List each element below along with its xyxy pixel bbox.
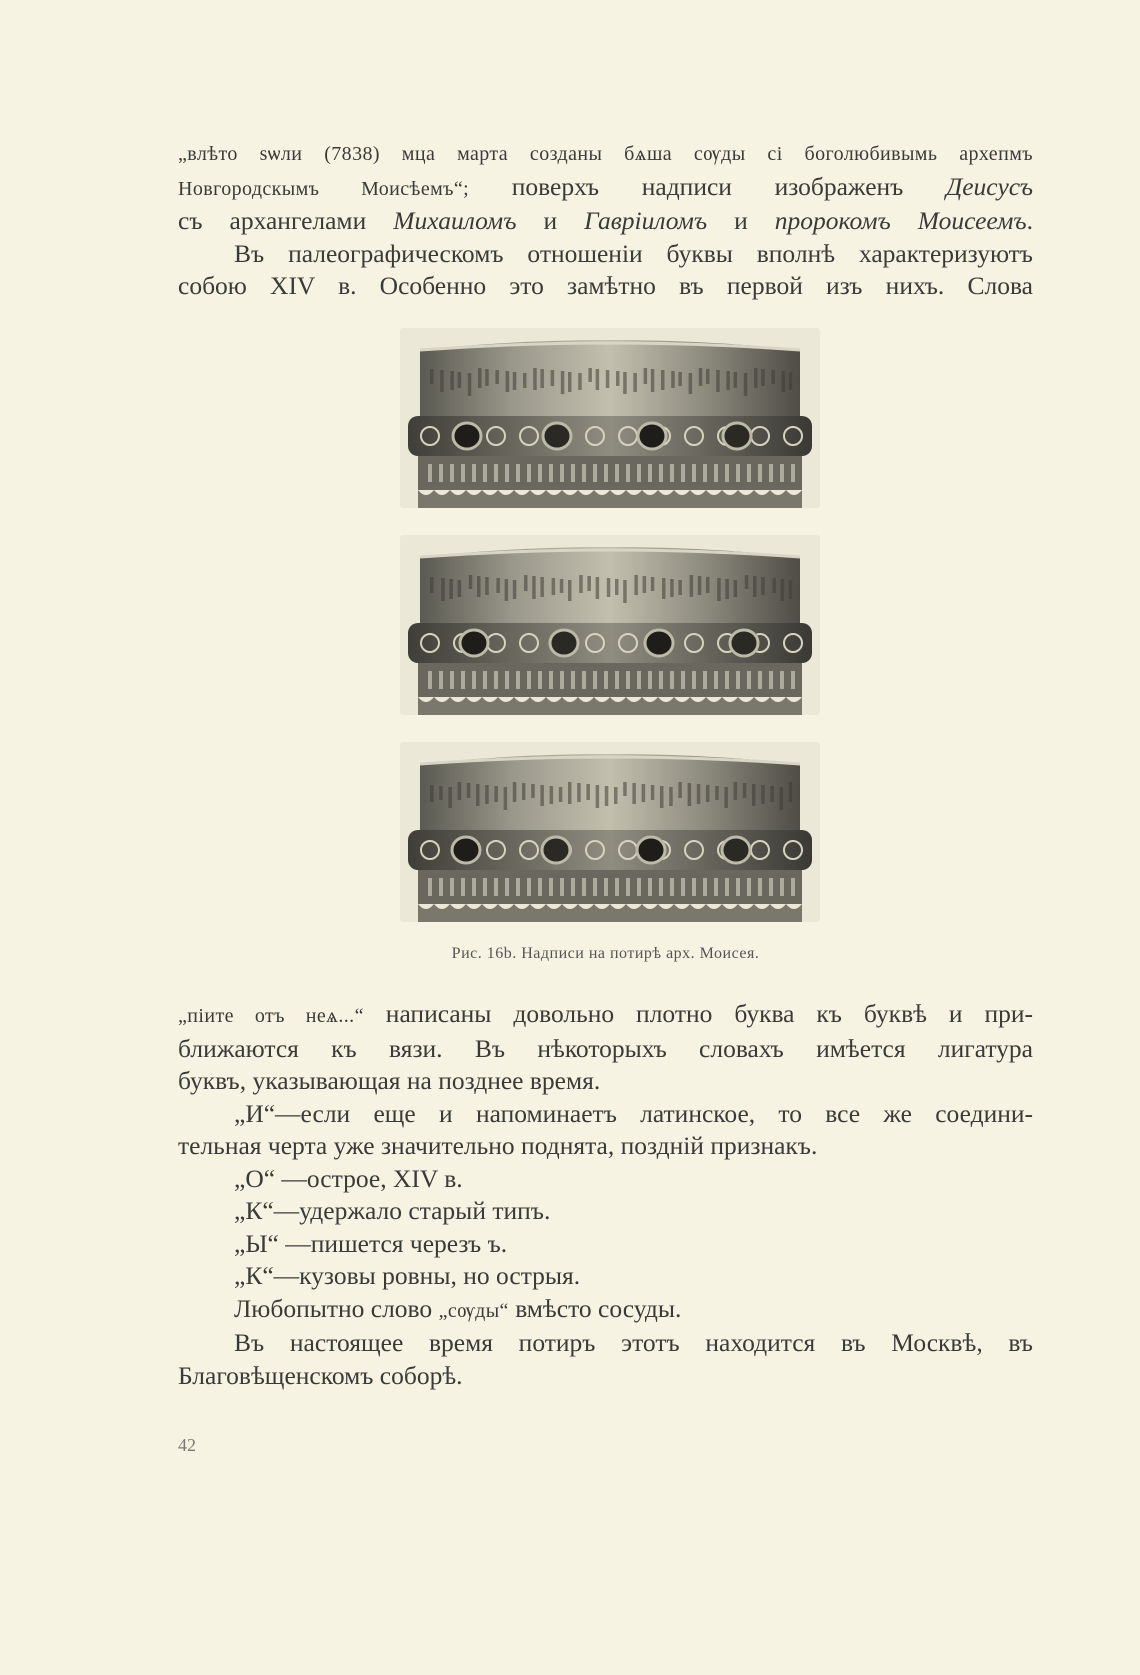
lower-inscription-mark [571,671,575,689]
lower-inscription-mark [615,878,619,896]
text-line-16 [178,1327,1033,1360]
engraved-letter-mark [513,372,517,390]
lower-inscription-mark [648,671,652,689]
lower-inscription-mark [439,671,443,689]
engraved-letter-mark [623,372,627,394]
lower-inscription-mark [593,671,597,689]
lower-inscription-mark [758,671,762,689]
lower-inscription-mark [461,464,465,482]
lower-inscription-mark [505,464,509,482]
engraved-letter-mark [586,784,590,800]
text-run: и [516,206,585,235]
lower-inscription-mark [494,878,498,896]
engraved-letter-mark [644,368,648,384]
engraved-letter-mark [579,575,583,593]
text-line-9 [178,1098,1033,1131]
slavonic-inscription: „влѣто ѕѡли (7838) мца марта созданы бѧша сѹды сі боголюбивымь архепмъ [178,143,1033,165]
lower-inscription-mark [516,671,520,689]
italic-term: Гавріиломъ [584,206,708,235]
engraved-letter-mark [726,371,730,390]
engraved-letter-mark [678,580,682,595]
lower-inscription-mark [769,671,773,689]
lower-inscription-mark [527,878,531,896]
lower-inscription-mark [780,671,784,689]
engraved-letter-mark [478,368,482,388]
engraved-letter-mark [496,578,500,593]
lower-inscription-mark [648,878,652,896]
engraved-letter-mark [623,782,627,796]
text-line-7 [178,1033,1033,1066]
lower-inscription-mark [736,671,740,689]
engraved-letter-mark [716,370,720,392]
gemstone [730,630,758,656]
lower-inscription-mark [615,671,619,689]
lower-inscription-mark [472,878,476,896]
lower-inscription-mark [527,464,531,482]
engraved-letter-mark [670,579,674,597]
lower-inscription-mark [725,464,729,482]
engraved-letter-mark [531,784,535,798]
engraved-letter-mark [485,369,489,386]
engraved-letter-mark [458,782,462,800]
engraved-letter-mark [789,580,793,599]
text-run: съ архангелами [178,206,394,235]
lower-inscription-mark [472,464,476,482]
engraved-letter-mark [660,786,664,808]
engraved-letter-mark [588,368,592,382]
gemstone [452,837,480,863]
engraved-letter-mark [607,578,611,597]
engraved-letter-mark [699,368,703,386]
engraved-letter-mark [634,575,638,595]
engraved-letter-mark [505,579,509,601]
lower-inscription-mark [780,878,784,896]
figure-caption: Рис. 16b. Надписи на потирѣ арх. Моисея. [451,945,760,962]
engraved-letter-mark [771,370,775,384]
text-run: Въ палеографическомъ отношеніи буквы вполнѣ характеризуютъ [234,238,1033,268]
engraved-letter-mark [761,369,765,386]
text-line-15 [178,1293,1033,1328]
text-run: Любопытно слово [234,1293,439,1323]
lower-inscription-mark [725,878,729,896]
lower-inscription-mark [560,671,564,689]
lower-inscription-mark [604,671,608,689]
lower-inscription-mark [516,464,520,482]
lower-inscription-mark [538,878,542,896]
engraved-letter-mark [780,787,784,810]
engraved-letter-mark [494,786,498,802]
chalice-photo-2 [400,535,820,715]
engraved-letter-mark [717,578,721,601]
engraved-letter-mark [560,579,564,593]
engraved-letter-mark [596,577,600,599]
engraved-letter-mark [561,371,565,394]
chalice-rim-image [400,328,820,508]
lower-inscription-mark [483,671,487,689]
text-run: „Ы“ —пишется черезъ ъ. [234,1228,508,1258]
text-line-2 [178,171,1033,206]
lower-inscription-mark [461,878,465,896]
page-number: 42 [178,1435,196,1455]
text-run: поверхъ надписи изображенъ [469,171,947,201]
lower-inscription-mark [428,464,432,482]
engraved-letter-mark [752,784,756,806]
engraved-letter-mark [540,369,544,388]
chalice-photo-3 [400,742,820,922]
lower-inscription-mark [692,671,696,689]
text-run: Благовѣщенскомъ соборѣ. [178,1360,463,1390]
engraved-letter-mark [724,787,728,808]
text-run: вмѣсто сосуды. [508,1293,682,1323]
lower-inscription-mark [747,878,751,896]
lower-inscription-mark [692,464,696,482]
bottom-paragraph [178,998,1033,1392]
lower-inscription-mark [428,878,432,896]
lower-inscription-mark [758,878,762,896]
engraved-letter-mark [552,578,556,595]
lower-inscription-mark [626,464,630,482]
gemstone [638,423,666,449]
text-line-13 [178,1228,1033,1261]
engraved-letter-mark [734,782,738,800]
lower-inscription-mark [769,878,773,896]
lower-inscription-mark [714,671,718,689]
lower-inscription-mark [637,878,641,896]
engraved-letter-mark [725,579,729,599]
chalice-photo-1 [400,328,820,508]
chalice-rim-image [400,742,820,922]
lower-inscription-mark [703,878,707,896]
lower-inscription-mark [714,878,718,896]
lower-inscription-mark [714,464,718,482]
engraved-letter-mark [458,580,462,597]
lower-inscription-mark [472,671,476,689]
engraved-letter-mark [551,370,555,386]
engraved-letter-mark [671,371,675,388]
gemstone [637,837,665,863]
lower-inscription-mark [670,671,674,689]
lower-inscription-mark [516,878,520,896]
lower-inscription-mark [483,464,487,482]
lower-inscription-mark [505,671,509,689]
gemstone [543,423,571,449]
lower-inscription-mark [747,671,751,689]
engraved-letter-mark [615,579,619,595]
engraved-letter-mark [568,782,572,804]
lower-inscription-mark [582,464,586,482]
gemstone [645,630,673,656]
lower-inscription-mark [538,464,542,482]
lower-inscription-mark [791,671,795,689]
chalice-rim-image [400,535,820,715]
lower-inscription-mark [549,878,553,896]
engraved-letter-mark [495,370,499,384]
engraved-letter-mark [533,368,537,390]
engraved-letter-mark [633,373,637,392]
engraved-letter-mark [439,786,443,800]
engraved-letter-mark [430,785,434,802]
engraved-letter-mark [568,580,572,601]
lower-inscription-mark [747,464,751,482]
engraved-letter-mark [504,787,508,810]
text-run: . [1026,206,1033,235]
lower-inscription-mark [791,464,795,482]
engraved-letter-mark [587,576,591,591]
engraved-letter-mark [532,576,536,599]
engraved-letter-mark [550,786,554,804]
engraved-letter-mark [430,369,434,384]
engraved-letter-mark [745,575,749,589]
lower-inscription-mark [670,464,674,482]
lower-inscription-mark [703,671,707,689]
engraved-letter-mark [688,783,692,806]
lower-inscription-mark [692,878,696,896]
engraved-letter-mark [761,577,765,595]
engraved-letter-mark [513,782,517,802]
lower-inscription-mark [626,878,630,896]
engraved-letter-mark [506,371,510,392]
lower-inscription-mark [461,671,465,689]
lower-inscription-mark [593,464,597,482]
engraved-letter-mark [632,783,636,804]
engraved-letter-mark [669,787,673,806]
lower-inscription-mark [604,464,608,482]
engraved-letter-mark [468,373,472,396]
italic-term: Деисусъ [946,171,1033,201]
engraved-letter-mark [596,369,600,390]
engraved-letter-mark [706,369,710,384]
lower-inscription-mark [439,878,443,896]
lower-inscription-mark [439,464,443,482]
lower-inscription-mark [505,878,509,896]
text-line-17 [178,1360,1033,1393]
engraved-letter-mark [485,785,489,804]
engraved-letter-mark [440,370,444,392]
engraved-letter-mark [743,783,747,798]
engraved-letter-mark [772,578,776,593]
lower-inscription-mark [670,878,674,896]
lower-inscription-mark [648,464,652,482]
engraved-letter-mark [770,786,774,802]
engraved-letter-mark [623,580,627,603]
engraved-letter-mark [690,575,694,597]
engraved-letter-mark [715,786,719,800]
gemstone [542,837,570,863]
text-line-12 [178,1195,1033,1228]
text-line-3 [178,205,1033,238]
lower-inscription-mark [637,671,641,689]
engraved-letter-mark [651,785,655,800]
engraved-letter-mark [697,784,701,804]
lower-inscription-mark [582,878,586,896]
text-run: тельная черта уже значительно поднята, поздній признакъ. [178,1131,818,1160]
engraved-letter-mark [476,784,480,806]
text-line-1 [178,136,1033,171]
engraved-letter-mark [540,577,544,597]
engraved-letter-mark [734,372,738,388]
text-line-5 [178,270,1033,303]
lower-inscription-mark [791,878,795,896]
engraved-letter-mark [651,369,655,392]
gemstone [453,423,481,449]
slavonic-quote: „піите отъ неѧ...“ [178,1005,364,1027]
lower-inscription-mark [626,671,630,689]
text-line-11 [178,1163,1033,1196]
engraved-letter-mark [448,787,452,808]
lower-inscription-mark [571,464,575,482]
engraved-letter-mark [467,783,471,798]
engraved-letter-mark [678,782,682,798]
engraved-letter-mark [485,577,489,595]
engraved-letter-mark [605,786,609,806]
engraved-letter-mark [449,579,453,599]
lower-inscription-mark [725,671,729,689]
lower-inscription-mark [538,671,542,689]
engraved-letter-mark [744,373,748,396]
engraved-letter-mark [578,373,582,390]
lower-inscription-mark [527,671,531,689]
lower-inscription-mark [769,464,773,482]
lower-inscription-mark [681,878,685,896]
lower-inscription-mark [450,671,454,689]
italic-term: Михаиломъ [393,206,517,235]
text-line-6 [178,998,1033,1033]
gemstone [723,423,751,449]
engraved-letter-mark [698,576,702,595]
engraved-letter-mark [789,782,793,802]
text-line-4 [178,238,1033,271]
lower-inscription-mark [571,878,575,896]
engraved-letter-mark [477,576,481,597]
lower-inscription-mark [736,464,740,482]
lower-inscription-mark [659,464,663,482]
engraved-letter-mark [540,785,544,806]
engraved-letter-mark [662,578,666,599]
text-run: „К“—кузовы ровны, но острыя. [234,1261,581,1290]
lower-inscription-mark [450,878,454,896]
engraved-letter-mark [522,783,526,800]
lower-inscription-mark [549,464,553,482]
text-line-14 [178,1260,1033,1293]
text-run: „О“ —острое, XIV в. [234,1163,463,1193]
lower-inscription-mark [615,464,619,482]
engraved-letter-mark [458,372,462,388]
lower-inscription-mark [604,878,608,896]
engraved-letter-mark [642,784,646,802]
engraved-letter-mark [789,372,793,390]
lower-inscription-mark [780,464,784,482]
text-run: буквъ, указывающая на позднее время. [178,1066,601,1095]
text-line-8 [178,1065,1033,1098]
slavonic-inscription-end: Новгородскымъ Моисѣемъ“; [178,177,470,200]
gemstone [460,630,488,656]
engraved-letter-mark [651,577,655,591]
lower-inscription-mark [494,671,498,689]
lower-inscription-mark [494,464,498,482]
engraved-letter-mark [513,580,517,599]
lower-inscription-mark [703,464,707,482]
text-run: „К“—удержало старый типъ. [234,1196,551,1225]
engraved-letter-mark [689,373,693,394]
engraved-letter-mark [616,371,620,386]
engraved-letter-mark [782,371,786,392]
engraved-letter-mark [614,787,618,804]
lower-inscription-mark [582,671,586,689]
lower-inscription-mark [681,464,685,482]
engraved-letter-mark [678,372,682,386]
engraved-letter-mark [577,783,581,802]
engraved-letter-mark [753,576,757,597]
lower-inscription-mark [428,671,432,689]
gemstone [550,630,578,656]
text-run: Въ настоящее время потиръ этотъ находится въ Москвѣ, въ [234,1328,1033,1357]
lower-inscription-mark [637,464,641,482]
engraved-letter-mark [754,368,758,388]
engraved-letter-mark [441,578,445,601]
lower-inscription-mark [593,878,597,896]
slavonic-word: „сѹды“ [438,1299,509,1322]
engraved-letter-mark [524,575,528,591]
text-run: „И“—если еще и напоминаетъ латинское, то все же соедини- [234,1098,1033,1128]
top-paragraph [178,136,1033,303]
engraved-letter-mark [469,575,473,589]
lower-inscription-mark [681,671,685,689]
lower-inscription-mark [659,671,663,689]
text-run: ближаются къ вязи. Въ нѣкоторыхъ словахъ имѣется лигатура [178,1033,1033,1063]
engraved-letter-mark [781,579,785,601]
lower-inscription-mark [758,464,762,482]
engraved-letter-mark [568,372,572,392]
engraved-letter-mark [706,577,710,593]
engraved-letter-mark [606,370,610,388]
engraved-letter-mark [734,580,738,597]
engraved-letter-mark [643,576,647,593]
engraved-letter-mark [761,785,765,804]
engraved-letter-mark [596,785,600,808]
text-run: и [707,206,775,235]
lower-inscription-mark [659,878,663,896]
lower-inscription-mark [450,464,454,482]
engraved-letter-mark [450,371,454,390]
italic-term: пророкомъ Моисеемъ [774,206,1027,235]
engraved-letter-mark [430,577,434,593]
text-line-10 [178,1130,1033,1163]
text-run: собою XIV в. Особенно это замѣтно въ первой изъ нихъ. Слова [178,271,1033,300]
lower-inscription-mark [483,878,487,896]
text-run: написаны довольно плотно буква къ буквѣ и при- [363,999,1033,1028]
engraved-letter-mark [706,785,710,802]
lower-inscription-mark [560,464,564,482]
lower-inscription-mark [549,671,553,689]
engraved-letter-mark [559,787,563,802]
engraved-letter-mark [523,373,527,388]
gemstone [722,837,750,863]
lower-inscription-mark [560,878,564,896]
lower-inscription-mark [736,878,740,896]
engraved-letter-mark [661,370,665,390]
